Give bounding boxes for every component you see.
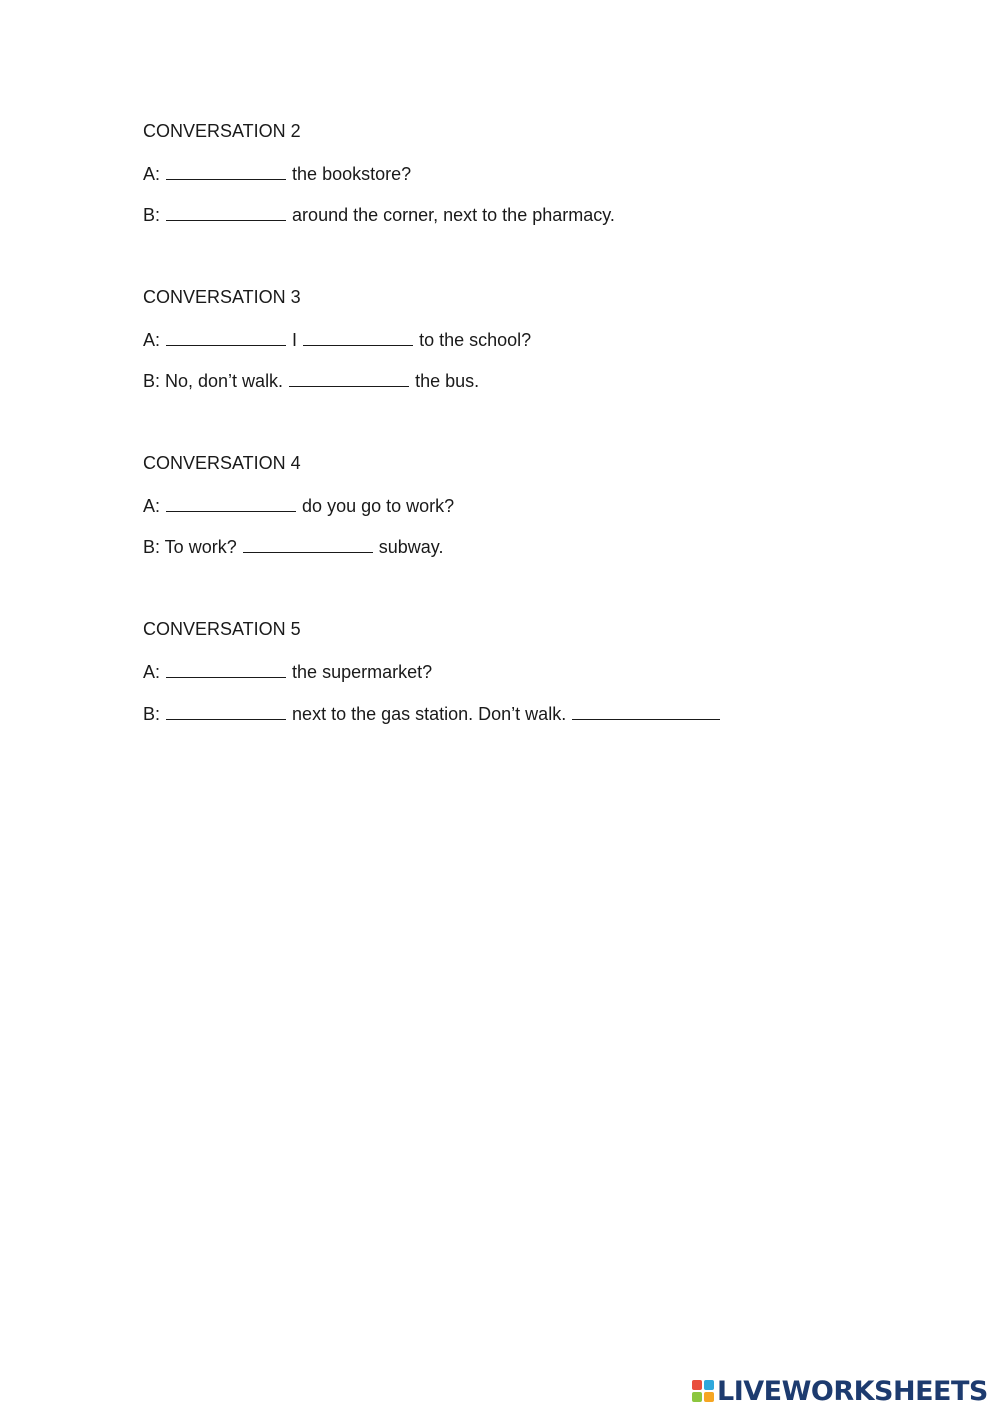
conversation-3-line-a — [143, 328, 531, 351]
conversation-5-line-a — [143, 660, 432, 683]
conversation-2-line-a — [143, 162, 411, 185]
speaker-label: A: — [143, 330, 161, 350]
speaker-label: B: — [143, 704, 161, 724]
answer-blank[interactable] — [303, 328, 413, 346]
line-text: the supermarket? — [292, 662, 433, 682]
speaker-label: B: — [143, 205, 161, 225]
answer-blank[interactable] — [243, 535, 373, 553]
logo-square-icon — [704, 1380, 714, 1390]
conversation-5-line-b — [143, 702, 721, 725]
conversation-4-heading: CONVERSATION 4 — [143, 453, 301, 473]
line-text: subway. — [378, 537, 444, 557]
speaker-label: A: — [143, 164, 161, 184]
conversation-4-line-b — [143, 535, 443, 558]
answer-blank[interactable] — [166, 203, 286, 221]
logo-square-icon — [692, 1380, 702, 1390]
logo-square-icon — [692, 1392, 702, 1402]
line-text: around the corner, next to the pharmacy. — [292, 205, 615, 225]
line-text: to the school? — [419, 330, 532, 350]
liveworksheets-grid-icon — [692, 1380, 714, 1402]
speaker-label: B: No, don’t walk. — [143, 371, 284, 391]
conversation-2-heading: CONVERSATION 2 — [143, 121, 301, 141]
conversation-3-heading: CONVERSATION 3 — [143, 287, 301, 307]
answer-blank[interactable] — [166, 328, 286, 346]
conversation-5-heading: CONVERSATION 5 — [143, 619, 301, 639]
logo-text: LIVEWORKSHEETS — [717, 1375, 988, 1407]
speaker-label: A: — [143, 496, 161, 516]
conversation-4-line-a — [143, 494, 454, 517]
line-text: I — [292, 330, 298, 350]
conversation-3-line-b — [143, 369, 479, 392]
line-text: do you go to work? — [302, 496, 455, 516]
liveworksheets-logo — [692, 1376, 988, 1406]
speaker-label: B: To work? — [143, 537, 237, 557]
answer-blank[interactable] — [166, 702, 286, 720]
conversation-2-line-b — [143, 203, 615, 226]
line-text: the bookstore? — [292, 164, 412, 184]
line-text: next to the gas station. Don’t walk. — [292, 704, 567, 724]
logo-square-icon — [704, 1392, 714, 1402]
speaker-label: A: — [143, 662, 161, 682]
answer-blank[interactable] — [166, 660, 286, 678]
answer-blank[interactable] — [572, 702, 720, 720]
answer-blank[interactable] — [289, 369, 409, 387]
answer-blank[interactable] — [166, 494, 296, 512]
line-text: the bus. — [415, 371, 480, 391]
answer-blank[interactable] — [166, 162, 286, 180]
